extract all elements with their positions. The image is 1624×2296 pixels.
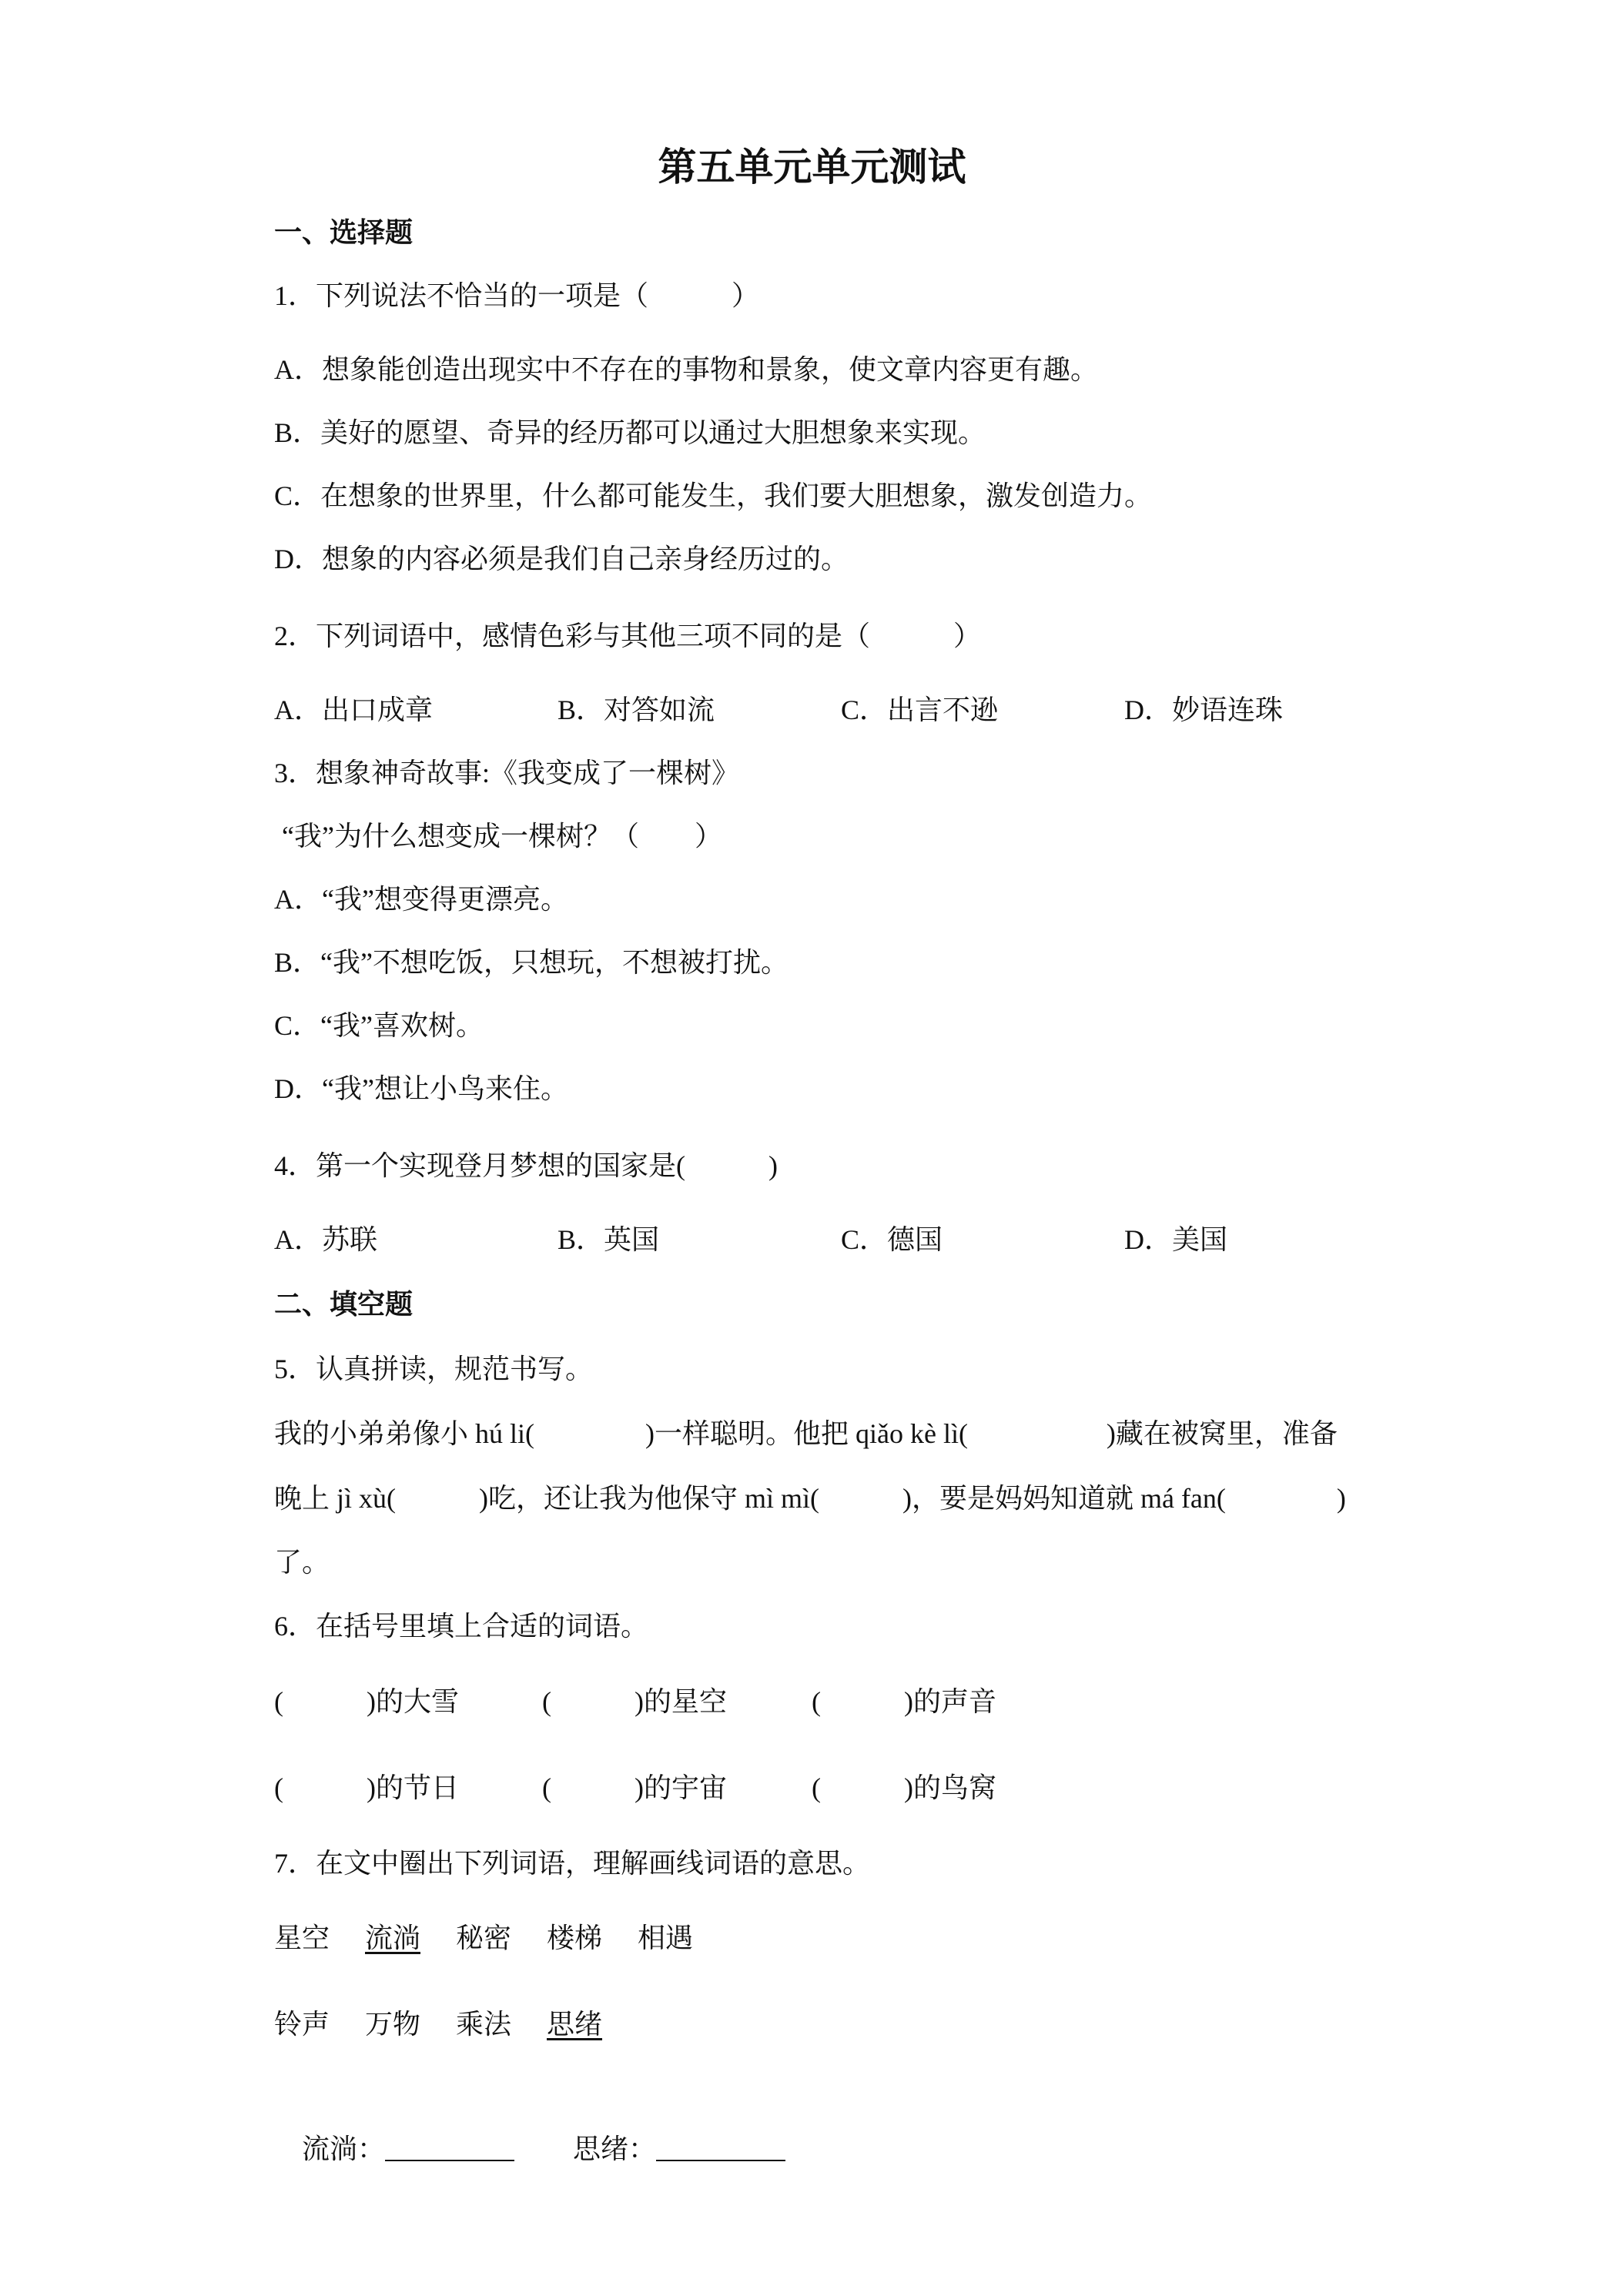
word-item: 乘法 [456,2009,512,2040]
question-6-blank: ( )的鸟窝 [812,1772,996,1803]
question-2-option-c: C．出言不逊 [841,694,999,725]
word-item-underlined: 流淌 [365,1923,421,1953]
question-6-blank: ( )的宇宙 [542,1772,727,1803]
question-6-blank: ( )的节日 [274,1772,459,1803]
answer-label: 流淌： [302,2134,386,2164]
question-2-option-a: A．出口成章 [274,694,433,725]
question-4-option-b: B．英国 [558,1224,660,1255]
question-5-line-1: 我的小弟弟像小 hú li( )一样聪明。他把 qiǎo kè lì( )藏在被窝里，准备 [274,1418,1338,1449]
question-2-option-b: B．对答如流 [558,694,715,725]
question-1-stem: 1．下列说法不恰当的一项是（ ） [274,280,760,311]
answer-blank[interactable] [385,2132,514,2161]
word-item: 星空 [274,1923,330,1953]
word-item: 万物 [365,2009,421,2040]
question-3-subquestion: “我”为什么想变成一棵树？（ ） [282,821,722,852]
question-5-line-2: 晚上 jì xù( )吃，还让我为他保守 mì mì( )，要是妈妈知道就 má fan( ) [274,1483,1346,1514]
question-1-option-d: D．想象的内容必须是我们自己亲身经历过的。 [274,544,849,574]
question-4-option-d: D．美国 [1124,1224,1227,1255]
question-2-option-d: D．妙语连珠 [1124,694,1283,725]
answer-line-1 [274,2091,514,2207]
word-item: 相遇 [638,1923,694,1953]
question-3-option-b: B．“我”不想吃饭，只想玩，不想被打扰。 [274,947,789,978]
question-6-blank: ( )的星空 [542,1686,727,1717]
question-1-option-c: C．在想象的世界里，什么都可能发生，我们要大胆想象，激发创造力。 [274,480,1153,511]
question-7-stem: 7．在文中圈出下列词语，理解画线词语的意思。 [274,1848,871,1879]
question-4-option-a: A．苏联 [274,1224,377,1255]
section-heading-choice: 一、选择题 [274,217,414,249]
question-5-line-3: 了。 [274,1547,330,1578]
answer-label: 思绪： [573,2134,657,2164]
question-5-stem: 5．认真拼读，规范书写。 [274,1354,594,1384]
question-6-blank: ( )的声音 [812,1686,996,1717]
question-3-option-d: D．“我”想让小鸟来住。 [274,1073,568,1104]
word-item: 铃声 [274,2009,330,2040]
section-heading-fill: 二、填空题 [274,1289,414,1320]
question-4-option-c: C．德国 [841,1224,943,1255]
question-3-stem: 3．想象神奇故事:《我变成了一棵树》 [274,758,740,788]
word-item: 秘密 [456,1923,512,1953]
word-item-underlined: 思绪 [547,2009,603,2040]
question-1-option-a: A．想象能创造出现实中不存在的事物和景象，使文章内容更有趣。 [274,354,1098,385]
answer-blank[interactable] [656,2132,785,2161]
word-item: 楼梯 [547,1923,603,1953]
question-2-stem: 2．下列词语中，感情色彩与其他三项不同的是（ ） [274,621,982,651]
page-title: 第五单元单元测试 [658,145,966,189]
question-6-stem: 6．在括号里填上合适的词语。 [274,1611,649,1642]
question-1-option-b: B．美好的愿望、奇异的经历都可以通过大胆想象来实现。 [274,417,986,448]
question-3-option-a: A．“我”想变得更漂亮。 [274,884,568,915]
question-6-blank: ( )的大雪 [274,1686,459,1717]
question-3-option-c: C．“我”喜欢树。 [274,1010,484,1041]
question-4-stem: 4．第一个实现登月梦想的国家是( ) [274,1150,778,1181]
answer-line-2 [545,2091,785,2207]
